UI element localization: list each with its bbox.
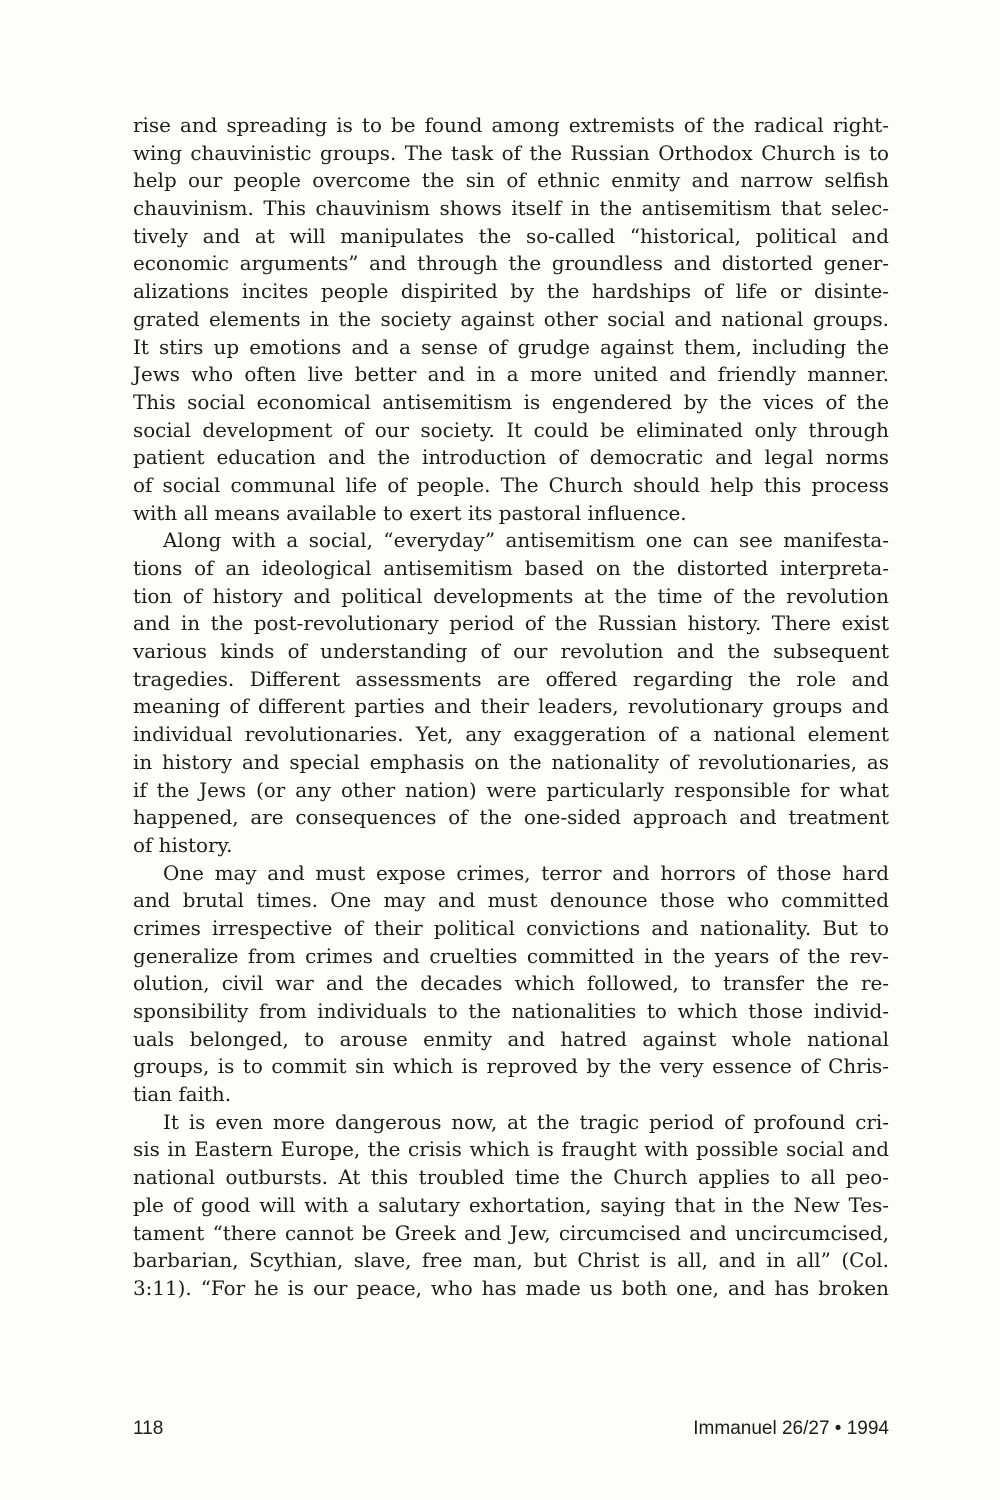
text-line: various kinds of understanding of our revolution and the subsequent <box>133 640 889 664</box>
text-line: groups, is to commit sin which is reproved by the very essence of Chris- <box>133 1055 889 1079</box>
page-number: 118 <box>133 1418 164 1439</box>
text-line: individual revolutionaries. Yet, any exaggeration of a national element <box>133 723 889 747</box>
text-line: This social economical antisemitism is engendered by the vices of the <box>133 390 889 414</box>
text-line: sponsibility from individuals to the nationalities to which those individ- <box>133 1000 889 1023</box>
text-line: Jews who often live better and in a more united and friendly manner. <box>133 363 889 387</box>
text-line: patient education and the introduction of democratic and legal norms <box>133 446 889 470</box>
text-line: tragedies. Different assessments are offered regarding the role and <box>133 667 889 691</box>
text-line: sis in Eastern Europe, the crisis which is fraught with possible social and <box>133 1138 889 1162</box>
text-line: tion of history and political developments at the time of the revolution <box>133 584 889 608</box>
text-line: 3:11). “For he is our peace, who has made us both one, and has broken <box>133 1276 889 1300</box>
text-line: uals belonged, to arouse enmity and hatred against whole national <box>133 1027 889 1051</box>
text-line: It stirs up emotions and a sense of grudge against them, including the <box>133 335 889 359</box>
text-line: of history. <box>133 833 233 857</box>
body-text <box>133 112 889 1303</box>
text-line: meaning of different parties and their leaders, revolutionary groups and <box>133 695 889 719</box>
text-line: and brutal times. One may and must denounce those who committed <box>133 889 889 913</box>
text-line: generalize from crimes and cruelties committed in the years of the rev- <box>133 944 889 968</box>
text-line: ple of good will with a salutary exhortation, saying that in the New Tes- <box>133 1193 889 1217</box>
text-line: crimes irrespective of their political convictions and nationality. But to <box>133 916 889 940</box>
text-line: One may and must expose crimes, terror and horrors of those hard <box>163 861 889 885</box>
text-line: in history and special emphasis on the nationality of revolutionaries, as <box>133 750 889 774</box>
text-line: olution, civil war and the decades which followed, to transfer the re- <box>133 972 889 996</box>
text-line: barbarian, Scythian, slave, free man, but Christ is all, and in all” (Col. <box>133 1249 889 1273</box>
text-line: and in the post-revolutionary period of the Russian history. There exist <box>133 612 889 636</box>
text-line: tament “there cannot be Greek and Jew, circumcised and uncircumcised, <box>133 1221 889 1245</box>
text-line: of social communal life of people. The Church should help this process <box>133 473 889 497</box>
text-line: help our people overcome the sin of ethnic enmity and narrow selfish <box>133 169 889 193</box>
text-line: if the Jews (or any other nation) were particularly responsible for what <box>133 778 889 802</box>
page-footer <box>133 1418 889 1448</box>
text-line: tions of an ideological antisemitism based on the distorted interpreta- <box>133 557 889 580</box>
text-line: with all means available to exert its pastoral influence. <box>133 501 687 525</box>
text-line: alizations incites people dispirited by the hardships of life or disinte- <box>133 280 889 304</box>
text-line: wing chauvinistic groups. The task of the Russian Orthodox Church is to <box>133 141 889 165</box>
text-line: economic arguments” and through the groundless and distorted gener- <box>133 252 889 276</box>
text-line: rise and spreading is to be found among extremists of the radical right- <box>133 114 889 137</box>
text-line: tively and at will manipulates the so-called “historical, political and <box>133 224 889 248</box>
text-line: national outbursts. At this troubled time the Church applies to all peo- <box>133 1166 889 1190</box>
text-line: social development of our society. It could be eliminated only through <box>133 418 889 442</box>
text-line: grated elements in the society against other social and national groups. <box>133 307 889 331</box>
journal-footer: Immanuel 26/27 • 1994 <box>693 1418 889 1439</box>
text-line: tian faith. <box>133 1083 232 1107</box>
text-line: Along with a social, “everyday” antisemitism one can see manifesta- <box>163 529 889 553</box>
text-line: It is even more dangerous now, at the tragic period of profound cri- <box>163 1110 889 1134</box>
text-line: happened, are consequences of the one-sided approach and treatment <box>133 806 889 830</box>
text-line: chauvinism. This chauvinism shows itself in the antisemitism that selec- <box>133 197 889 221</box>
